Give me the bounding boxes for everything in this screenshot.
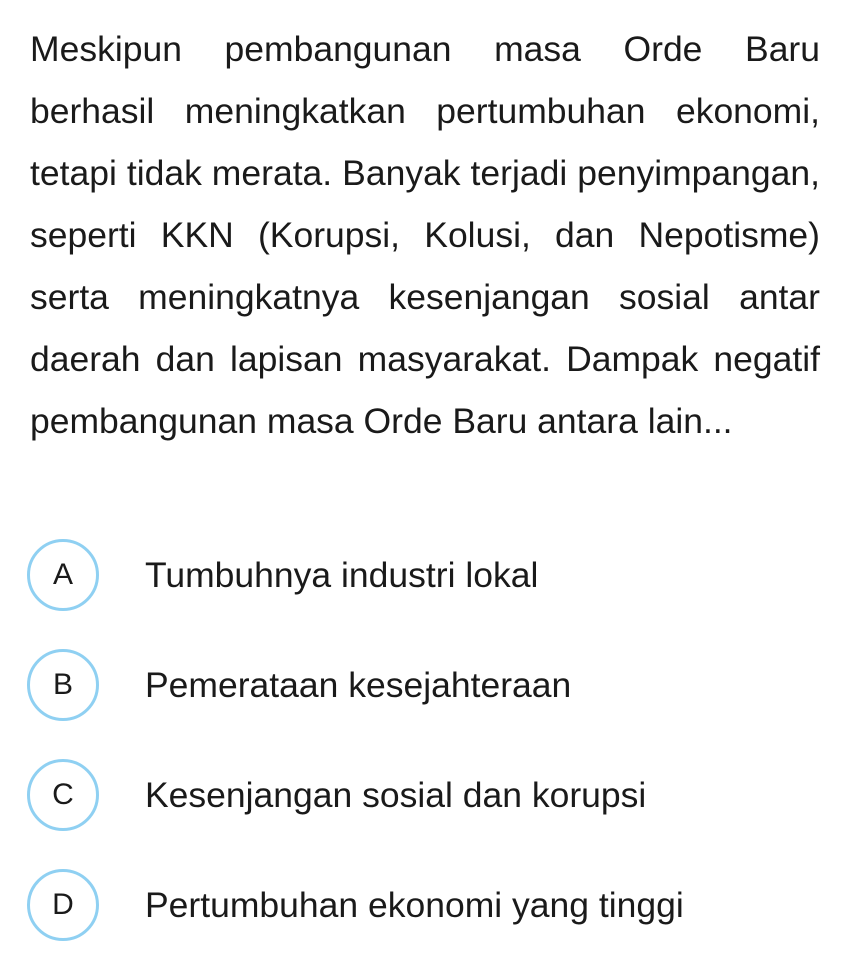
option-c-letter[interactable]: C (27, 759, 99, 831)
option-c-text: Kesenjangan sosial dan korupsi (145, 774, 647, 815)
option-b-text: Pemerataan kesejahteraan (145, 664, 572, 705)
option-d-letter[interactable]: D (27, 869, 99, 941)
option-a[interactable] (27, 537, 827, 613)
option-d[interactable] (27, 867, 827, 943)
option-c[interactable] (27, 757, 827, 833)
option-b[interactable] (27, 647, 827, 723)
option-a-letter[interactable]: A (27, 539, 99, 611)
question-text: Meskipun pembangunan masa Orde Baru berhasil meningkatkan pertumbuhan ekonomi, tetapi tidak merata. Banyak terjadi penyimpangan, seperti KKN (Korupsi, Kolusi, dan Nepotisme) serta meningkatnya kesenjangan sosial antar daerah dan lapisan masyarakat. Dampak negatif pembangunan masa Orde Baru antara lain... (30, 29, 820, 441)
option-d-text: Pertumbuhan ekonomi yang tinggi (145, 884, 684, 925)
option-b-letter[interactable]: B (27, 649, 99, 721)
option-a-text: Tumbuhnya industri lokal (145, 554, 539, 595)
answer-options (27, 537, 827, 977)
